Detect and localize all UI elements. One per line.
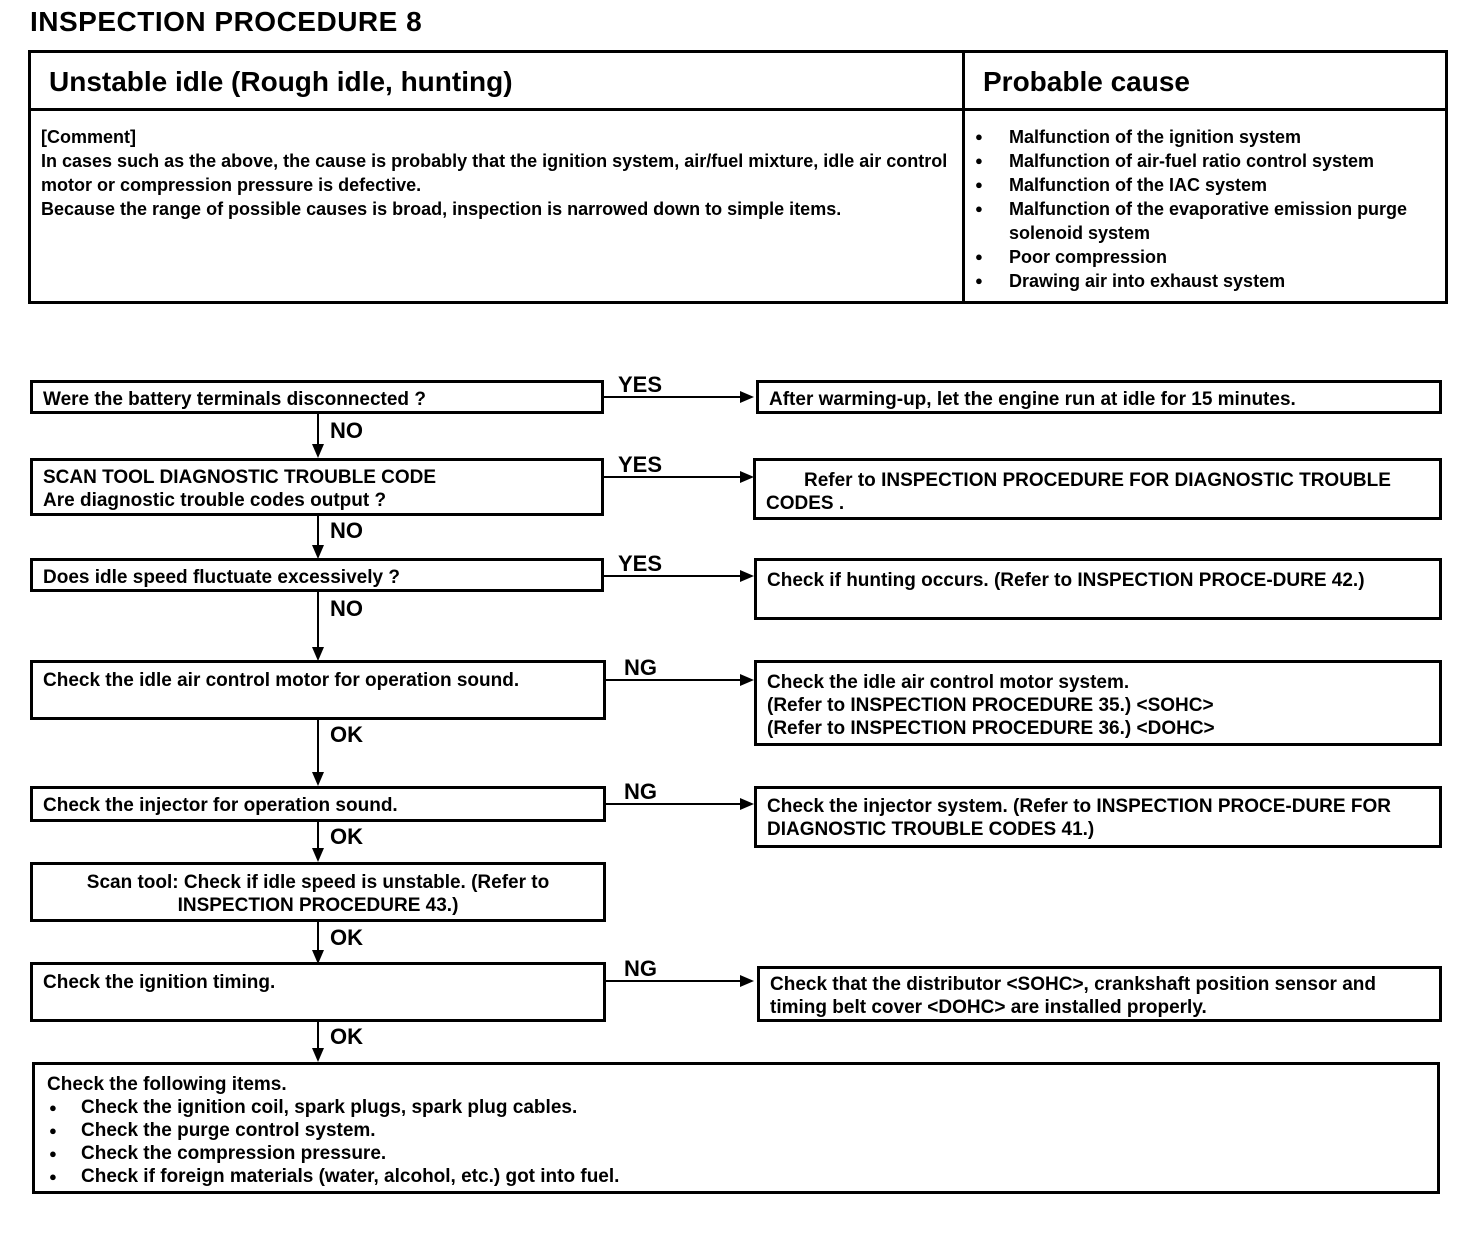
step-iac-motor-sound: [30, 660, 606, 720]
step-scan-tool-dtc: [30, 458, 604, 516]
yes-label: YES: [618, 372, 663, 397]
yes-label: YES: [618, 551, 663, 576]
ok-label: OK: [330, 824, 363, 849]
final-check-block: [47, 1073, 1427, 1188]
symptom-header-cell: [31, 53, 965, 111]
result-warm-up: [756, 380, 1442, 414]
cause-item: ● Malfunction of the evaporative emission purge solenoid system: [975, 197, 1435, 245]
yes-label: YES: [618, 452, 663, 477]
ng-label: NG: [624, 779, 657, 804]
step-text: Check the idle air control motor for operation sound.: [43, 670, 520, 691]
no-connector-2: [317, 516, 319, 545]
final-item-list: [47, 1096, 1427, 1188]
comment-label: [Comment]: [41, 127, 136, 147]
no-connector-1: [317, 414, 319, 444]
ok-connector-7: [317, 1022, 319, 1048]
page-title: INSPECTION PROCEDURE 8: [30, 6, 423, 37]
step-text: Check the injector for operation sound.: [43, 795, 398, 816]
result-text: After warming-up, let the engine run at idle for 15 minutes.: [769, 389, 1296, 410]
result-iac-system: [754, 660, 1442, 746]
result-hunting: [754, 558, 1442, 620]
cause-item: ● Malfunction of the IAC system: [975, 173, 1435, 197]
cause-item: ● Malfunction of air-fuel ratio control system: [975, 149, 1435, 173]
arrow-down-icon: [312, 772, 324, 786]
arrow-down-icon: [312, 444, 324, 458]
no-label: NO: [330, 518, 363, 543]
ok-connector-5: [317, 822, 319, 848]
result-text: Refer to INSPECTION PROCEDURE FOR DIAGNOSTIC TROUBLE CODES .: [766, 470, 1391, 514]
result-dtc-procedure: [753, 458, 1442, 520]
step-text-line: Scan tool: Check if idle speed is unstable. (Refer to: [86, 872, 550, 893]
symptom-title: Unstable idle (Rough idle, hunting): [49, 66, 513, 97]
result-text-line: (Refer to INSPECTION PROCEDURE 36.) <DOHC>: [767, 718, 1215, 739]
ng-label: NG: [624, 655, 657, 680]
final-intro: Check the following items.: [47, 1074, 287, 1095]
final-item: ● Check the purge control system.: [47, 1119, 1427, 1142]
arrow-down-icon: [312, 545, 324, 559]
cause-item: ● Malfunction of the ignition system: [975, 125, 1435, 149]
step-text-line: INSPECTION PROCEDURE 43.): [177, 895, 459, 916]
step-injector-sound: [30, 786, 606, 822]
ok-label: OK: [330, 925, 363, 950]
result-text: Check that the distributor <SOHC>, crankshaft position sensor and timing belt cover <DOHC> are installed properly.: [770, 974, 1376, 1018]
step-text-line: SCAN TOOL DIAGNOSTIC TROUBLE CODE: [43, 467, 437, 488]
arrow-right-icon: [740, 391, 754, 403]
arrow-right-icon: [740, 674, 754, 686]
result-text: Check the injector system. (Refer to INSPECTION PROCE-DURE FOR DIAGNOSTIC TROUBLE CODES 41.): [767, 796, 1391, 840]
arrow-right-icon: [740, 570, 754, 582]
result-text-line: Check the idle air control motor system.: [767, 672, 1130, 693]
ok-connector-6: [317, 922, 319, 950]
arrow-right-icon: [740, 975, 754, 987]
ok-connector-4: [317, 720, 319, 772]
arrow-down-icon: [312, 848, 324, 862]
step-text: Were the battery terminals disconnected ?: [43, 389, 426, 410]
cause-list: [975, 125, 1435, 293]
result-text-block: [767, 671, 1429, 740]
arrow-right-icon: [740, 471, 754, 483]
step-text-block: [43, 466, 591, 512]
step-idle-fluctuation: [30, 558, 604, 592]
no-label: NO: [330, 596, 363, 621]
comment-cell: [31, 111, 965, 301]
result-text-line: (Refer to INSPECTION PROCEDURE 35.) <SOHC>: [767, 695, 1214, 716]
comment-block: [41, 125, 951, 221]
probable-cause-heading: Probable cause: [983, 66, 1190, 97]
comment-text: In cases such as the above, the cause is probably that the ignition system, air/fuel mixture, idle air control motor or compression pressure is defective.: [41, 151, 948, 195]
cause-item: ● Drawing air into exhaust system: [975, 269, 1435, 293]
final-check-box: [32, 1062, 1440, 1194]
ng-label: NG: [624, 956, 657, 981]
final-item: ● Check the compression pressure.: [47, 1142, 1427, 1165]
step-ignition-timing: [30, 962, 606, 1022]
no-label: NO: [330, 418, 363, 443]
causes-cell: [965, 111, 1445, 301]
arrow-down-icon: [312, 1048, 324, 1062]
comment-text-2: Because the range of possible causes is broad, inspection is narrowed down to simple items.: [41, 199, 842, 219]
probable-cause-header-cell: [965, 53, 1445, 111]
ok-label: OK: [330, 1024, 363, 1049]
symptom-table: [28, 50, 1448, 304]
step-battery-terminals: [30, 380, 604, 414]
final-item: ● Check the ignition coil, spark plugs, spark plug cables.: [47, 1096, 1427, 1119]
step-text: Check the ignition timing.: [43, 972, 276, 993]
arrow-down-icon: [312, 647, 324, 661]
final-item: ● Check if foreign materials (water, alcohol, etc.) got into fuel.: [47, 1165, 1427, 1188]
result-distributor-check: [757, 966, 1442, 1022]
ok-label: OK: [330, 722, 363, 747]
step-text: Does idle speed fluctuate excessively ?: [43, 567, 400, 588]
cause-item: ● Poor compression: [975, 245, 1435, 269]
step-scan-tool-idle: [30, 862, 606, 922]
step-text-block: [43, 871, 593, 917]
step-text-line: Are diagnostic trouble codes output ?: [43, 490, 387, 511]
no-connector-3: [317, 592, 319, 647]
result-injector-system: [754, 786, 1442, 848]
arrow-right-icon: [740, 798, 754, 810]
result-text: Check if hunting occurs. (Refer to INSPECTION PROCE-DURE 42.): [767, 570, 1365, 591]
